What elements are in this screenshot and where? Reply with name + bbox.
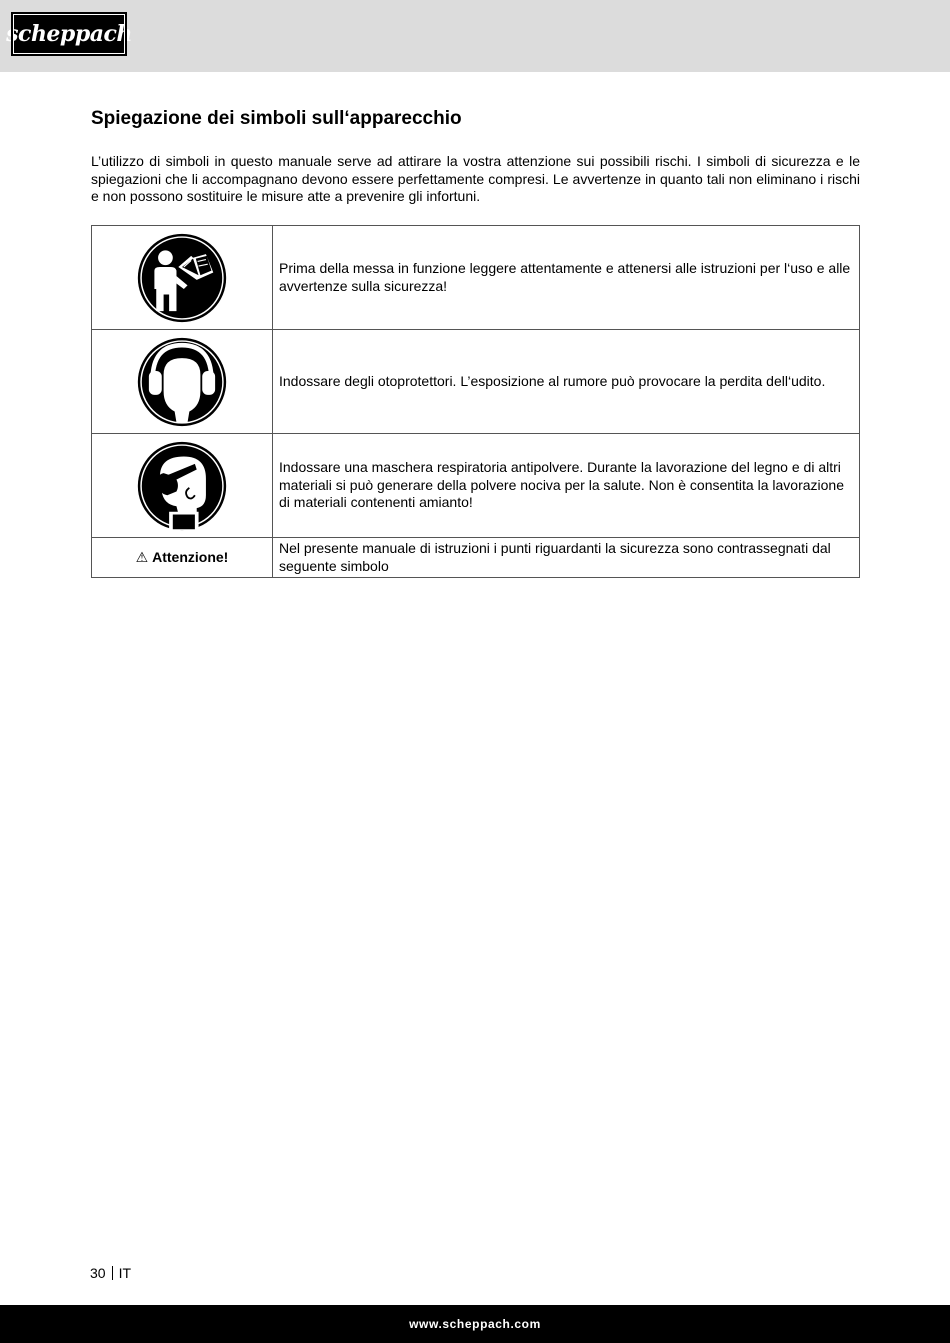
scheppach-logo: scheppach bbox=[13, 14, 125, 54]
section-title: Spiegazione dei simboli sull‘apparecchio bbox=[91, 108, 462, 129]
page-separator bbox=[112, 1266, 113, 1280]
warning-description: Nel presente manuale di istruzioni i punti riguardanti la sicurezza sono contrassegnati dal seguente simbolo bbox=[273, 538, 860, 578]
symbol-cell bbox=[92, 330, 273, 434]
read-manual-icon bbox=[136, 232, 228, 324]
warning-cell bbox=[92, 538, 273, 578]
page-number bbox=[90, 1265, 131, 1281]
page-number-value: 30 bbox=[90, 1265, 106, 1281]
symbol-cell bbox=[92, 226, 273, 330]
table-row bbox=[92, 226, 860, 330]
intro-paragraph: L’utilizzo di simboli in questo manuale serve ad attirare la vostra attenzione sui possibili rischi. I simboli di sicurezza e le spiegazioni che li accompagnano devono essere perfettamente compresi. Le avvertenze in quanto tali non eliminano i rischi e non possono sostituire le misure atte a prevenire gli infortuni. bbox=[91, 153, 860, 204]
symbols-table bbox=[91, 225, 860, 578]
website-url[interactable]: www.scheppach.com bbox=[409, 1317, 541, 1331]
symbol-description: Indossare una maschera respiratoria antipolvere. Durante la lavorazione del legno e di altri materiali si può generare della polvere nociva per la salute. Non è consentita la lavorazione di materiali contenenti amianto! bbox=[273, 434, 860, 538]
warning-triangle-icon: ⚠ bbox=[135, 548, 149, 565]
table-row bbox=[92, 434, 860, 538]
warning-label: Attenzione! bbox=[152, 548, 229, 565]
table-row bbox=[92, 330, 860, 434]
table-row bbox=[92, 538, 860, 578]
page-header bbox=[0, 0, 950, 72]
ear-protection-icon bbox=[136, 336, 228, 428]
language-code: IT bbox=[118, 1265, 132, 1281]
symbol-description: Indossare degli otoprotettori. L’esposizione al rumore può provocare la perdita dell‘udito. bbox=[273, 330, 860, 434]
symbol-cell bbox=[92, 434, 273, 538]
dust-mask-icon bbox=[136, 440, 228, 532]
symbol-description: Prima della messa in funzione leggere attentamente e attenersi alle istruzioni per l‘uso e alle avvertenze sulla sicurezza! bbox=[273, 226, 860, 330]
page-footer bbox=[0, 1305, 950, 1343]
